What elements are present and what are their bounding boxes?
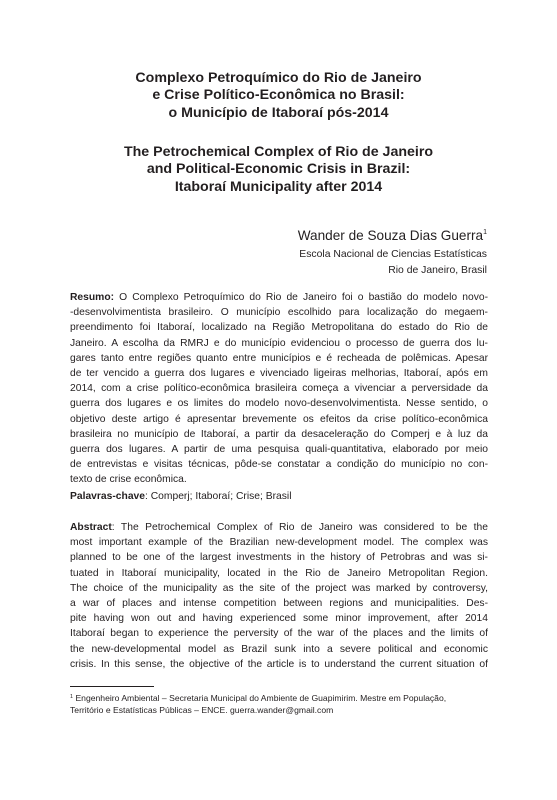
footnote-line-1: $^1$ Engenheiro Ambiental – Secretaria Municipal do Ambiente de Guapimirim. Mestre em População, — [70, 693, 447, 703]
resumo-line: guerra dos lugares. A partir de uma pesquisa quali-quantitativa, elaborado por meio — [70, 443, 488, 455]
resumo-line: objetivo deste artigo é apresentar brevemente os efeitos da crise político-econômica — [70, 413, 488, 425]
title-pt-line-1: Complexo Petroquímico do Rio de Janeiro — [135, 70, 422, 86]
title-english — [60, 144, 497, 196]
author-location: Rio de Janeiro, Brasil — [388, 265, 487, 276]
title-en-line-2: and Political-Economic Crisis in Brazil: — [146, 161, 411, 178]
abstract-line: tuated in Itaboraí municipality, located in the Rio de Janeiro Metropolitan Region. — [70, 567, 488, 579]
keywords-paragraph — [70, 489, 488, 504]
author-institution: Escola Nacional de Ciencias Estatísticas — [299, 249, 487, 260]
title-portuguese — [60, 70, 497, 122]
resumo-line: preendimento foi Itaboraí, localizado na Região Metropolitana do estado do Rio de — [70, 322, 488, 334]
abstract-line: planned to be one of the largest investments in the history of Petrobras and was si- — [70, 552, 488, 564]
abstract-line: a war of places and intense competition between regions and municipalities. Des- — [70, 597, 488, 609]
author-footnote-mark: 1 — [483, 229, 487, 236]
resumo-label: Resumo: — [70, 292, 115, 303]
author-name-text: Wander de Souza Dias Guerra — [297, 228, 484, 243]
footnote-separator — [70, 686, 154, 687]
footnote-line-2: Território e Estatísticas Públicas – ENCE. guerra.wander@gmail.com — [70, 705, 334, 716]
keywords-line — [70, 489, 488, 504]
abstract-line: pite having won out and having experienced some minor improvement, after 2014 — [70, 613, 488, 625]
resumo-line: gares tanto entre regiões quanto entre municípios e é recheada de polêmicas. Apesar — [70, 352, 488, 364]
abstract-line: Abstract: The Petrochemical Complex of Rio de Janeiro was considered to be the — [70, 522, 488, 533]
abstract-line: Itaboraí began to experience the perversity of the war of the places and the limits of — [70, 628, 488, 640]
abstract-label: Abstract — [70, 522, 112, 533]
abstract-line: most important example of the Brazilian new-development model. The complex was — [70, 537, 488, 549]
abstract-line: the new-developmental model as Brazil sunk into a severe political and economic — [70, 643, 488, 655]
resumo-line: guerra dos lugares e os limites do modelo novo-desenvolvimentista. Nesse sentido, o — [70, 398, 488, 410]
author-name — [298, 228, 487, 243]
title-pt-line-2: e Crise Político-Econômica no Brasil: — [152, 87, 405, 104]
resumo-line: 2014, com a crise político-econômica brasileira começa a vivenciar a perversidade da — [70, 383, 488, 395]
footnote-mark: 1 — [70, 694, 74, 700]
keywords-label: Palavras-chave — [70, 491, 145, 502]
title-en-line-3: Itaboraí Municipality after 2014 — [174, 178, 383, 195]
resumo-line: brasileira no município de Itaboraí, a partir da desaceleração do Comperj e à luz da — [70, 428, 488, 440]
resumo-line: de entrevistas e visitas técnicas, pôde-se constatar a condição do município no con- — [70, 459, 488, 471]
resumo-paragraph — [70, 290, 488, 487]
keywords-text: : Comperj; Itaboraí; Crise; Brasil — [145, 491, 292, 502]
abstract-line: crisis. In this sense, the objective of the article is to understand the current situation of — [70, 658, 488, 670]
footnote — [70, 691, 500, 716]
title-pt-line-3: o Município de Itaboraí pós-2014 — [168, 104, 389, 121]
title-en-line-1: The Petrochemical Complex of Rio de Janeiro — [123, 144, 434, 160]
resumo-line: Janeiro. A escolha da RMRJ e do município evidenciou o processo de guerra dos lu- — [70, 337, 488, 349]
abstract-line: The choice of the municipality as the site of the project was marked by controversy, — [70, 582, 488, 594]
abstract-paragraph — [70, 520, 488, 672]
resumo-line: de ter vencido a guerra dos lugares e vivenciado ligeiras melhorias, Itaboraí, após em — [70, 367, 488, 379]
resumo-line: Resumo: O Complexo Petroquímico do Rio de Janeiro foi o bastião do modelo novo- — [70, 292, 488, 303]
resumo-line: -desenvolvimentista brasileiro. O município escolhido para localização do megaem- — [70, 307, 488, 319]
resumo-line: texto de crise econômica. — [70, 474, 187, 486]
